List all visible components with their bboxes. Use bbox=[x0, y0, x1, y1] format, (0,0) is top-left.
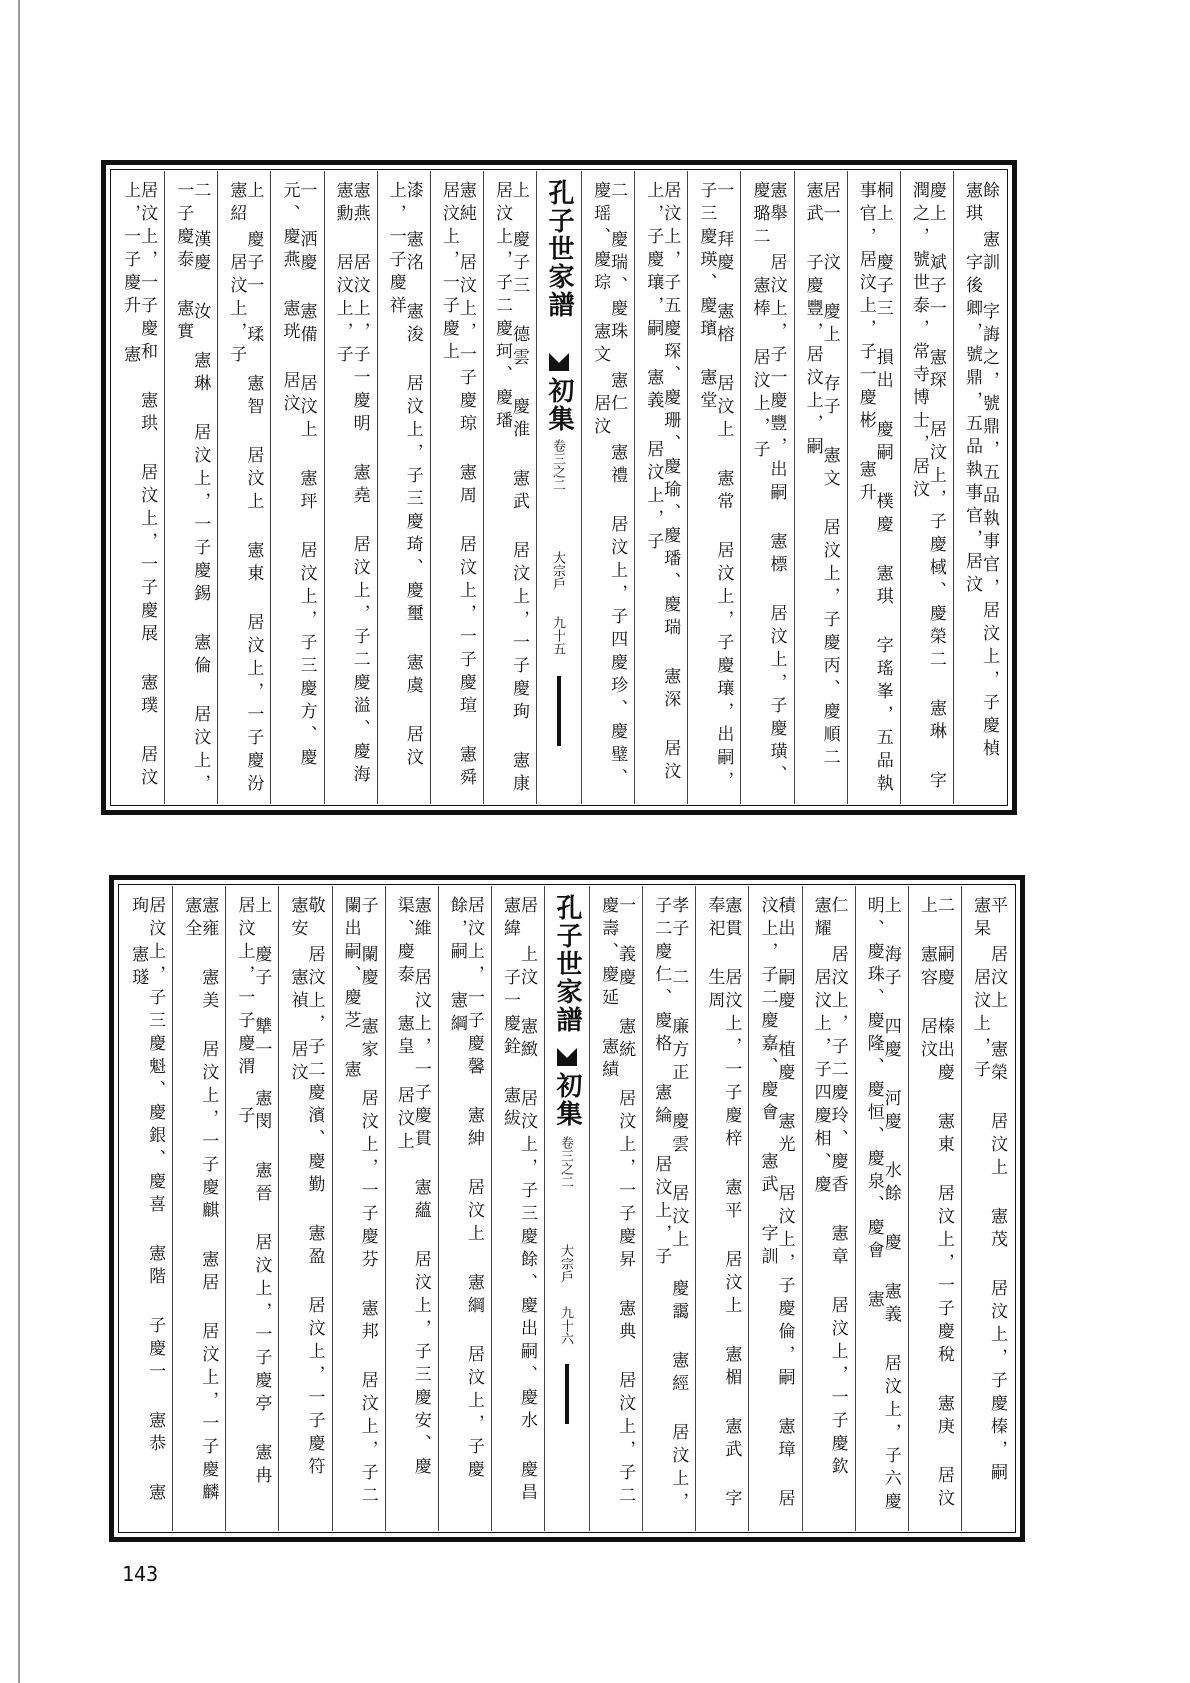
volume-label: 初集 bbox=[544, 377, 574, 433]
center-rule bbox=[557, 676, 561, 746]
bottom-col-1 bbox=[961, 886, 1014, 1531]
top-page-panel bbox=[101, 160, 1017, 815]
top-col-2 bbox=[900, 171, 953, 804]
bottom-col-text: 積出 嗣慶 植慶 憲光 居汶上，子慶倫，嗣 憲璋 居汶上，子二慶嘉、慶會 憲武 字訓 bbox=[757, 896, 795, 1512]
bottom-col-10 bbox=[438, 886, 491, 1531]
bottom-col-text: 居汶上，子三慶魁、慶銀、慶喜 憲階 子慶一 憲恭 憲珣 憲璲 bbox=[128, 896, 166, 1506]
fish-tail-mark-icon bbox=[549, 353, 569, 371]
bottom-col-6 bbox=[695, 886, 748, 1531]
chapter-label: 卷三之二 bbox=[558, 1136, 573, 1188]
top-col-text: 慶上 斌子一 憲琛 居汶上，子慶棫、慶榮二 憲琳 字潤之，號世泰，常寺博士，居汶 bbox=[908, 181, 946, 794]
bottom-col-text: 敬 居汶上，子二慶濱、慶勤 憲盈 居汶上，一子慶符 憲安 憲禎 居汶 bbox=[287, 896, 325, 1480]
page-number: 143 bbox=[122, 1562, 159, 1586]
bottom-col-8 bbox=[589, 886, 642, 1531]
top-col-14 bbox=[217, 171, 270, 804]
top-col-3 bbox=[847, 171, 900, 804]
bottom-col-4 bbox=[802, 886, 855, 1531]
bottom-col-text: 憲維 居汶上，一子慶貫 憲蘊 居汶上，子三慶安、慶渠、慶泰 憲皇 居汶上 bbox=[393, 896, 431, 1480]
leaf-number: 九十五 bbox=[550, 616, 565, 655]
top-col-13 bbox=[270, 171, 323, 804]
bottom-col-text: 一 義慶 憲統 居汶上，一子慶昇 憲典 居汶上，子二慶壽、慶延 憲績 bbox=[598, 896, 636, 1509]
bottom-col-11 bbox=[385, 886, 438, 1531]
bottom-col-text: 居 上汶 憲緻 居汶上，子三慶餘、慶出嗣、慶水 慶昌 憲緯 子一慶銓 憲紱 bbox=[499, 896, 537, 1506]
bottom-col-7 bbox=[642, 886, 695, 1531]
top-col-text: 一 洒慶 憲備 居汶上 憲玶 居汶上，子三慶方、慶元、慶燕 憲珖 居汶 bbox=[279, 181, 317, 771]
top-col-12 bbox=[324, 171, 377, 804]
page-edge-line bbox=[18, 0, 20, 1683]
top-col-text: 憲純 居汶上，一子慶琼 憲周 居汶上，一子慶瑄 憲舜 居汶上，一子慶上 bbox=[438, 181, 476, 791]
book-title: 孔子世家譜 bbox=[544, 179, 574, 319]
top-col-7 bbox=[634, 171, 687, 804]
top-col-text: 上 慶子一 瑈 憲智 居汶上 憲東 居汶上，一子慶汾 憲紹 居汶上，子 bbox=[226, 181, 264, 797]
book-title: 孔子世家譜 bbox=[552, 894, 582, 1034]
top-col-6 bbox=[687, 171, 740, 804]
branch-label: 大宗戶 bbox=[558, 1244, 573, 1283]
top-col-text: 憲舉 居汶上，子一慶豐，出嗣 憲標 居汶上，子慶璜、慶璐二 憲棒 居汶上，子 bbox=[749, 181, 787, 788]
top-col-8 bbox=[581, 171, 634, 804]
volume-label: 初集 bbox=[552, 1072, 582, 1128]
bottom-col-3 bbox=[855, 886, 908, 1531]
chapter-label: 卷三之二 bbox=[550, 439, 565, 491]
bottom-col-text: 二 嗣慶 榛出慶 憲東 居汶上，一子慶稅 憲庚 居汶上 憲容 居汶 bbox=[916, 896, 954, 1512]
bottom-col-9 bbox=[491, 886, 544, 1531]
bottom-col-text: 上 海子 四慶 河慶 水餘 慶 憲義 居汶上，子六慶明、慶珠、慶隆、慶恒、慶泉、慶會 憲 bbox=[863, 896, 901, 1515]
branch-label: 大宗戶 bbox=[550, 551, 565, 590]
bottom-col-5 bbox=[748, 886, 801, 1531]
bottom-col-14 bbox=[225, 886, 278, 1531]
top-col-text: 餘 憲訓 字誨之，號鼎，五品執事官，居汶上，子慶楨 憲琪 字後卿，號鼎，五品執事官，居汶 bbox=[961, 181, 999, 762]
top-col-text: 二 慶瑞、慶珠 憲仁 憲禮 居汶上，子四慶珍、慶璧、慶瑶、慶琮 憲文 居汶 bbox=[590, 181, 628, 791]
bottom-col-2 bbox=[908, 886, 961, 1531]
top-col-1 bbox=[953, 171, 1006, 804]
bottom-col-13 bbox=[278, 886, 331, 1531]
top-center-title-column bbox=[536, 171, 581, 804]
top-col-5 bbox=[740, 171, 793, 804]
bottom-col-text: 憲雍 憲美 居汶上，一子慶麒 憲居 居汶上，一子慶麟 憲全 bbox=[181, 896, 219, 1506]
top-col-9 bbox=[483, 171, 536, 804]
top-col-text: 居一 汶 慶上 存子 憲文 居汶上，子慶丙、慶順二 憲武 子慶豐，居汶上，嗣 bbox=[802, 181, 840, 771]
bottom-col-text: 居汶上，一子慶馨 憲紳 居汶上 憲綱 居汶上，子慶餘，嗣 憲綱 bbox=[446, 896, 484, 1483]
top-col-text: 居汶上，子五慶琛、慶珊、慶瑜、慶璠、慶瑞 憲深 居汶上，子慶瓖，嗣 憲義 居汶上，子 bbox=[643, 181, 681, 785]
top-col-15 bbox=[164, 171, 217, 804]
top-col-16 bbox=[112, 171, 164, 804]
bottom-col-16 bbox=[120, 886, 172, 1531]
bottom-col-text: 上 慶子 犨一 憲閔 憲晉 居汶上，一子慶亭 憲冉 居汶上，一子慶渭 子 bbox=[234, 896, 272, 1489]
top-col-text: 憲燕 居汶上，子一慶明 憲堯 居汶上，子二慶溢、慶海 憲勳 居汶上，子 bbox=[332, 181, 370, 788]
bottom-panel-columns bbox=[120, 886, 1014, 1531]
bottom-col-text: 仁 居汶上，子二慶玲、慶香 憲章 居汶上，一子慶欽 憲耀 居汶上，子四慶相、慶 bbox=[810, 896, 848, 1480]
bottom-page-panel bbox=[109, 875, 1025, 1542]
top-col-text: 居汶上，一子慶和 憲珙 居汶上，一子慶展 憲璞 居汶上，一子慶升 憲 bbox=[120, 181, 158, 791]
top-col-text: 桐上 慶子三 損出 慶嗣 樸慶 憲琪 字瑤峯，五品執事官，居汶上，子一慶彬 憲升 bbox=[855, 181, 893, 797]
bottom-col-text: 憲貫 居汶上，一子慶梓 憲平 居汶上 憲楣 憲武 字奉祀 生周 bbox=[704, 896, 742, 1512]
bottom-center-title-column bbox=[544, 886, 589, 1531]
top-col-text: 上 慶子三 德雲 慶淮 憲武 居汶上，一子慶珣 憲康 居汶上，子二慶珂、慶璠 bbox=[491, 181, 529, 797]
bottom-col-text: 子 闌慶 憲家 居汶上，一子慶芬 憲邦 居汶上，子二闌出嗣、慶芝 憲 bbox=[340, 896, 378, 1509]
bottom-col-12 bbox=[332, 886, 385, 1531]
top-col-text: 一 拜慶 憲榕 居汶上 憲常 居汶上，子慶瓖，出嗣，子三慶瑛、慶璸 憲堂 bbox=[696, 181, 734, 794]
fish-tail-mark-icon bbox=[557, 1048, 577, 1066]
top-col-text: 二 漢慶 汝 憲琳 居汶上，一子慶錫 憲倫 居汶上，一子慶泰 憲實 bbox=[173, 181, 211, 797]
center-rule bbox=[565, 1364, 569, 1424]
top-col-4 bbox=[794, 171, 847, 804]
bottom-col-text: 平 居汶上 憲榮 居汶上 憲茂 居汶上，子慶榛，嗣 憲杲 居汶上，子 bbox=[969, 896, 1007, 1486]
top-panel-columns bbox=[112, 171, 1006, 804]
bottom-col-15 bbox=[172, 886, 225, 1531]
leaf-number: 九十六 bbox=[558, 1306, 573, 1345]
top-col-text: 漆 憲洺 憲浚 居汶上，子三慶琦、慶璽 憲虞 居汶上，一子慶祥 bbox=[385, 181, 423, 771]
bottom-col-text: 孝子 二 廉方正 慶雲 居汶上 慶靄 憲經 居汶上，子二慶仁、慶格 憲綸 居汶上，子 bbox=[651, 896, 689, 1515]
top-col-11 bbox=[377, 171, 430, 804]
top-col-10 bbox=[430, 171, 483, 804]
